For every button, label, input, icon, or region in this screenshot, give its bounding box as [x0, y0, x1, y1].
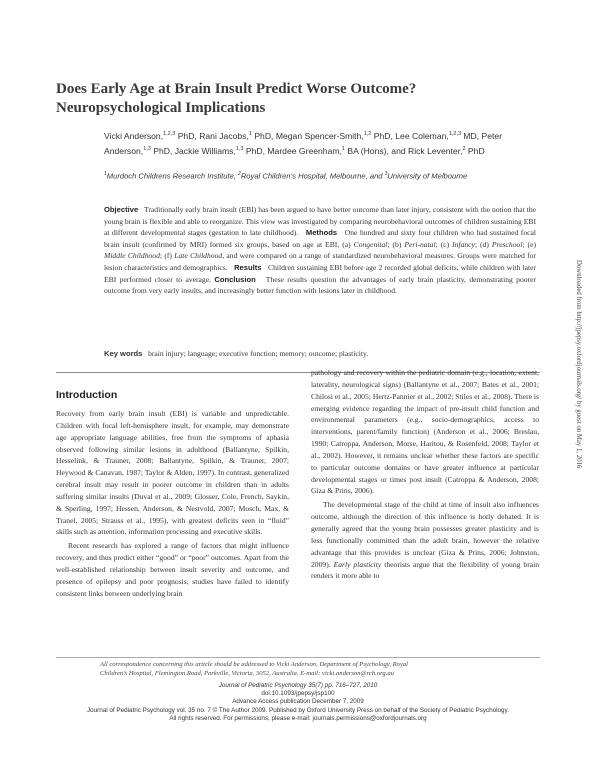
keywords-text: brain injury; language; executive function; memory; outcome; plasticity.: [148, 349, 369, 358]
journal-info: [56, 682, 540, 723]
methods-text: One hundred and sixty four children who had sustained focal brain insult (confirmed by MRI) formed six groups, based on age at EBI, (a) Congenital; (b) Peri-natal; (c) Infancy; (d) Preschool; (e) Middle Childhood; (f) Late Childhood, and were compared on a range of standardized neurobehavioral measures. Groups were matched for lesion characteristics and demographics.: [104, 228, 536, 272]
affiliations: $^1$Murdoch Childrens Research Institute, $^2$Royal Children’s Hospital, Melbourne, and $^3$University of Melbourne: [104, 171, 468, 181]
objective-text: Traditionally early brain insult (EBI) has been argued to have better outcome than later injury, consistent with the notion that the young brain is flexible and able to reorganize. This view was investigated by comparing neurobehavioral outcomes of children sustaining EBI at different developmental stages (gestation to late childhood).: [104, 205, 537, 238]
body-column-right: [311, 367, 539, 582]
results-label: Results: [234, 262, 262, 272]
conclusion-text: These results question the advantages of early brain plasticity, demonstrating poorer outcome from very early insults, and increasingly better function with lesions later in childhood.: [104, 274, 536, 296]
copyright: Journal of Pediatric Psychology vol. 35 no. 7 © The Author 2009. Published by Oxford University Press on behalf of the Society of Pediatric Psychology.: [87, 706, 509, 714]
title-line-2: Neuropsychological Implications: [56, 100, 266, 116]
introduction-heading: Introduction: [56, 389, 118, 401]
permissions: All rights reserved. For permissions, please e-mail: journals.permissions@oxfordjournals.org: [169, 714, 427, 722]
download-sidenote-text: Downloaded from http://jpepsy.oxfordjournals.org/ by guest on May 1, 2016: [575, 260, 582, 469]
keywords: [104, 349, 536, 358]
conclusion-label: Conclusion: [214, 274, 256, 284]
footnote-line: Children’s Hospital, Flemington Road, Parkville, Victoria, 3052, Australia. E-mail: vicki.anderson@rch.org.au: [100, 670, 394, 678]
objective-label: Objective: [104, 205, 139, 214]
paragraph: pathology and recovery within the pediatric domain (e.g., location, extent, laterality, neurological signs) (Ballantyne et al., 2007; Bates et al., 2001; Chilosi et al., 2005; Hertz-Pannier et al., 2002; Stiles et al., 2008). There is emerging evidence regarding the impact of pre-insult child function and environmental parameters (e.g., socio-demographics, access to interventions, parent/family function) (Anderson et al., 2006; Breslau, 1990; Catroppa, Anderson, Morse, Haritou, & Rosenfeld, 2008; Taylor et al., 2002). However, it remains unclear whether these factors are specific to particular outcome domains or have greater influence at particular developmental stages or times post insult (Catroppa & Anderson, 2008; Giza & Prins, 2006).: [311, 368, 539, 496]
journal-citation: Journal of Pediatric Psychology 35(7) pp. 716–727, 2010: [218, 682, 378, 689]
footnote-line: All correspondence concerning this article should be addressed to Vicki Anderson, Department of Psychology, Royal: [100, 661, 409, 668]
publication-date: Advance Access publication December 7, 2009: [232, 698, 364, 706]
abstract: [104, 204, 536, 297]
author-list: Vicki Anderson,$^{1,2,3}$ PhD, Rani Jacobs,$^1$ PhD, Megan Spencer-Smith,$^{1,2}$ PhD, Lee Coleman,$^{1,2,3}$ MD, Peter Anderson,$^{1,3}$ PhD, Jackie Williams,$^{1,3}$ PhD, Mardee Greenham,$^1$ BA (Hons), and Rick Leventer,$^2$ PhD: [104, 130, 503, 157]
download-sidenote: [572, 260, 584, 620]
methods-label: Methods: [305, 228, 338, 238]
correspondence-footnote: [100, 660, 520, 679]
body-column-left: [56, 408, 289, 600]
paragraph: Recent research has explored a range of factors that might influence recovery, and thus predict either “good” or “poor” outcomes. Apart from the well-established relationship between insult severity and outcome, and presence of epilepsy and poor prognosis, studies have failed to identify consistent links between underlying brain: [56, 541, 289, 598]
title-line-1: Does Early Age at Brain Insult Predict Worse Outcome?: [56, 81, 417, 97]
paragraph: Recovery from early brain insult (EBI) is variable and unpredictable. Children with focal left-hemisphere insult, for example, may demonstrate age appropriate language abilities, free from the symptoms of aphasia observed following similar lesions in adulthood (Ballantyne, Spilkin, Hesselink, & Trauner, 2008; Ballantyne, Spilkin, & Trauner, 2007; Heywood & Canavan, 1987; Taylor & Alden, 1997). In contrast, generalized cerebral insult may result in poorer outcome in children than in adults suffering similar insults (Duval et al., 2009; Glosser, Cole, French, Saykin, & Sperling, 1997; Hessen, Anderson, & Nestvold, 2007; Mosch, Max, & Tranel, 2005; Strauss et al., 1995), with greatest deficits seen in “fluid” skills such as attention, information processing and executive skills.: [56, 409, 289, 537]
paragraph: The developmental stage of the child at time of insult also influences outcome, although the direction of this influence is hotly debated. It is generally agreed that the young brain possesses greater plasticity and is less functionally committed than the adult brain, however the relative advantage that this provides is unclear (Giza & Prins, 2006; Johnston, 2009). Early plasticity theorists argue that the flexibility of young brain renders it more able to: [311, 500, 540, 581]
results-text: Children sustaining EBI before age 2 recorded global deficits, while children with later EBI performed closer to average.: [104, 262, 536, 284]
footnote-divider: [56, 657, 540, 658]
keywords-label: Key words: [104, 349, 143, 358]
article-title: [56, 80, 526, 118]
doi: doi:10.1093/jpepsy/jsp100: [261, 690, 335, 698]
